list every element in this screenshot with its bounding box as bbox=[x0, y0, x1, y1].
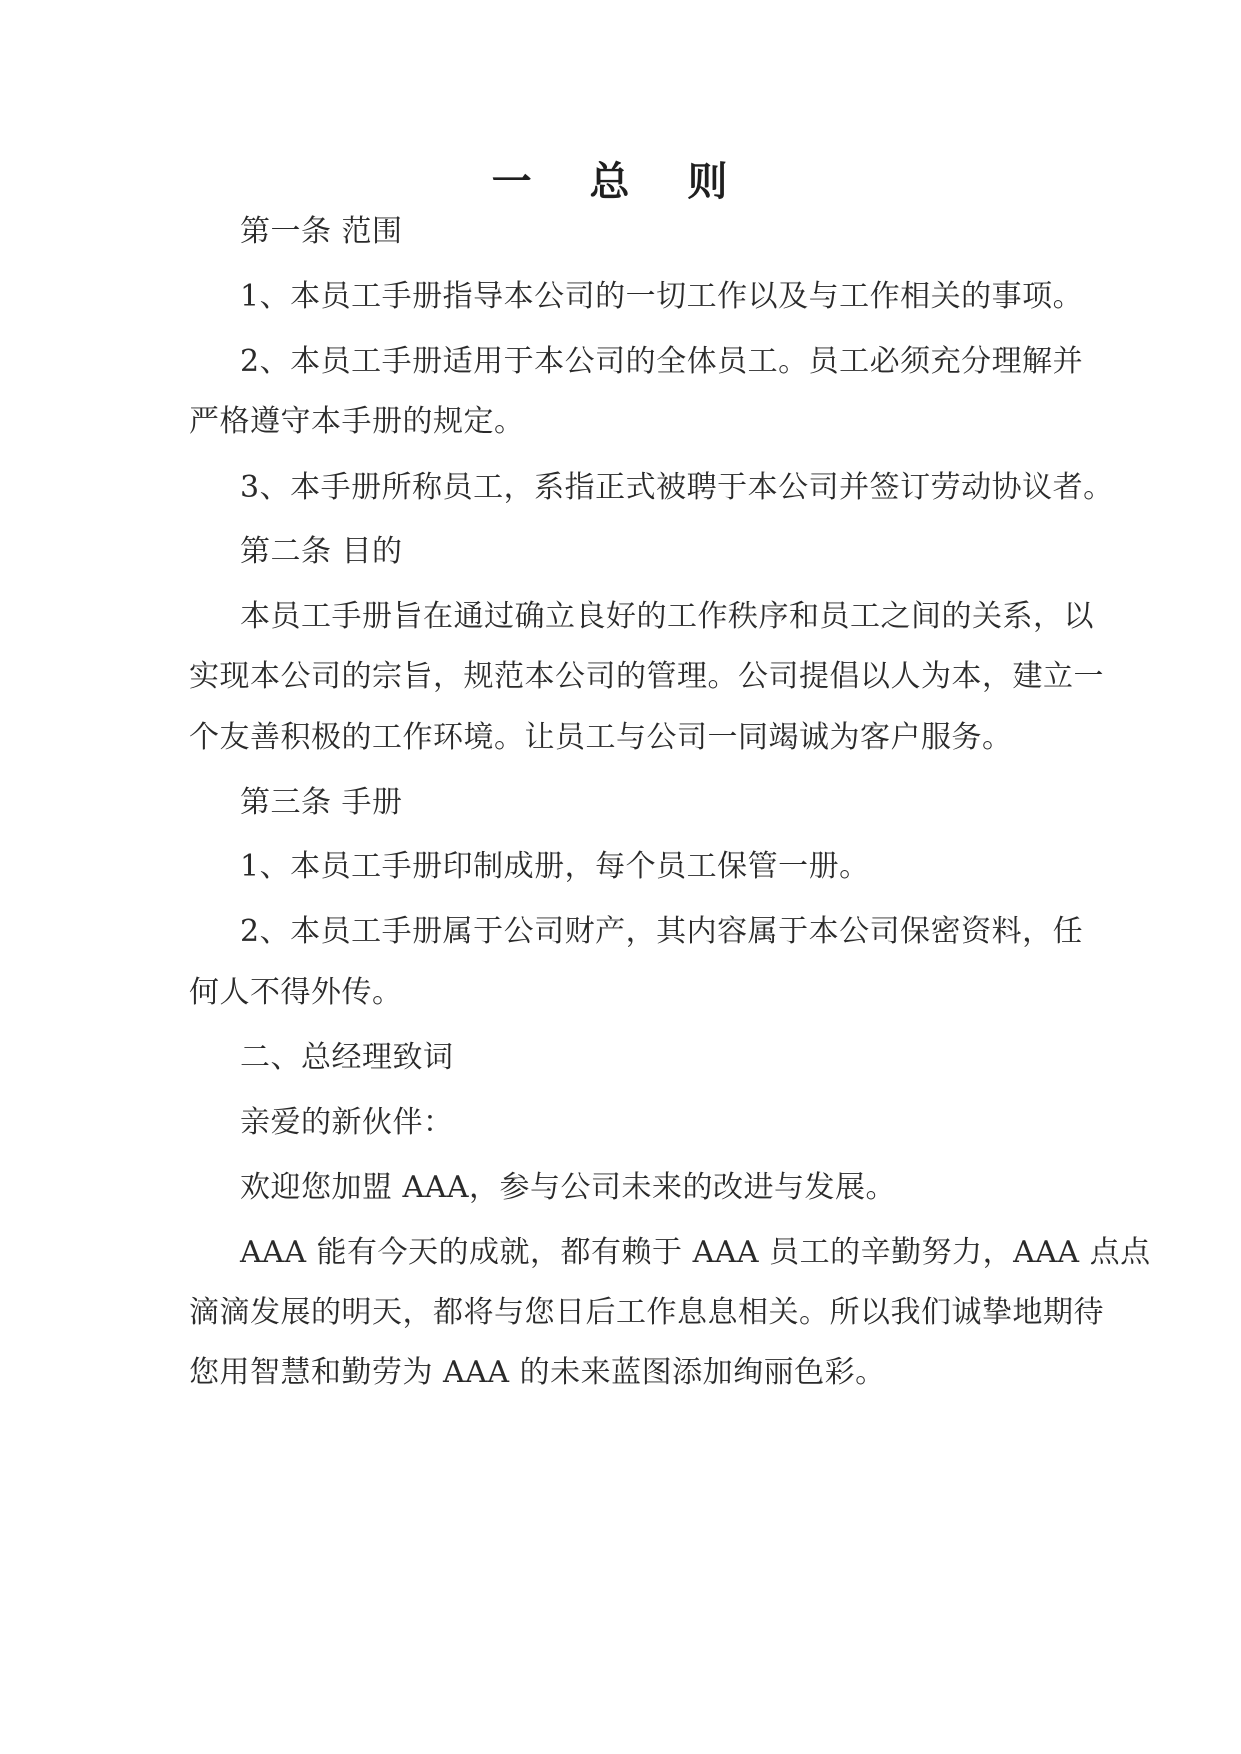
paragraph-line: 3、本手册所称员工，系指正式被聘于本公司并签订劳动协议者。 bbox=[240, 470, 1114, 505]
article-heading: 第一条 范围 bbox=[240, 214, 403, 249]
paragraph-line: 欢迎您加盟 AAA，参与公司未来的改进与发展。 bbox=[240, 1170, 897, 1205]
paragraph-line: 您用智慧和勤劳为 AAA 的未来蓝图添加绚丽色彩。 bbox=[189, 1355, 886, 1390]
chapter-title: 一 总 则 bbox=[491, 158, 750, 205]
paragraph-line: 1、本员工手册指导本公司的一切工作以及与工作相关的事项。 bbox=[240, 279, 1084, 314]
article-heading: 第三条 手册 bbox=[240, 785, 403, 820]
paragraph-line: 2、本员工手册适用于本公司的全体员工。员工必须充分理解并 bbox=[240, 344, 1084, 379]
paragraph-line: AAA 能有今天的成就，都有赖于 AAA 员工的辛勤努力，AAA 点点 bbox=[240, 1235, 1151, 1270]
article-heading: 第二条 目的 bbox=[240, 534, 403, 569]
section-heading: 二、总经理致词 bbox=[240, 1040, 454, 1075]
paragraph-line: 滴滴发展的明天，都将与您日后工作息息相关。所以我们诚挚地期待 bbox=[189, 1295, 1104, 1330]
paragraph-line: 1、本员工手册印制成册，每个员工保管一册。 bbox=[240, 849, 870, 884]
paragraph-line: 何人不得外传。 bbox=[189, 975, 403, 1010]
salutation: 亲爱的新伙伴： bbox=[240, 1105, 454, 1140]
paragraph-line: 2、本员工手册属于公司财产，其内容属于本公司保密资料，任 bbox=[240, 914, 1084, 949]
paragraph-line: 个友善积极的工作环境。让员工与公司一同竭诚为客户服务。 bbox=[189, 720, 1013, 755]
paragraph-line: 实现本公司的宗旨，规范本公司的管理。公司提倡以人为本，建立一 bbox=[189, 659, 1104, 694]
paragraph-line: 本员工手册旨在通过确立良好的工作秩序和员工之间的关系，以 bbox=[240, 599, 1094, 634]
paragraph-line: 严格遵守本手册的规定。 bbox=[189, 404, 525, 439]
